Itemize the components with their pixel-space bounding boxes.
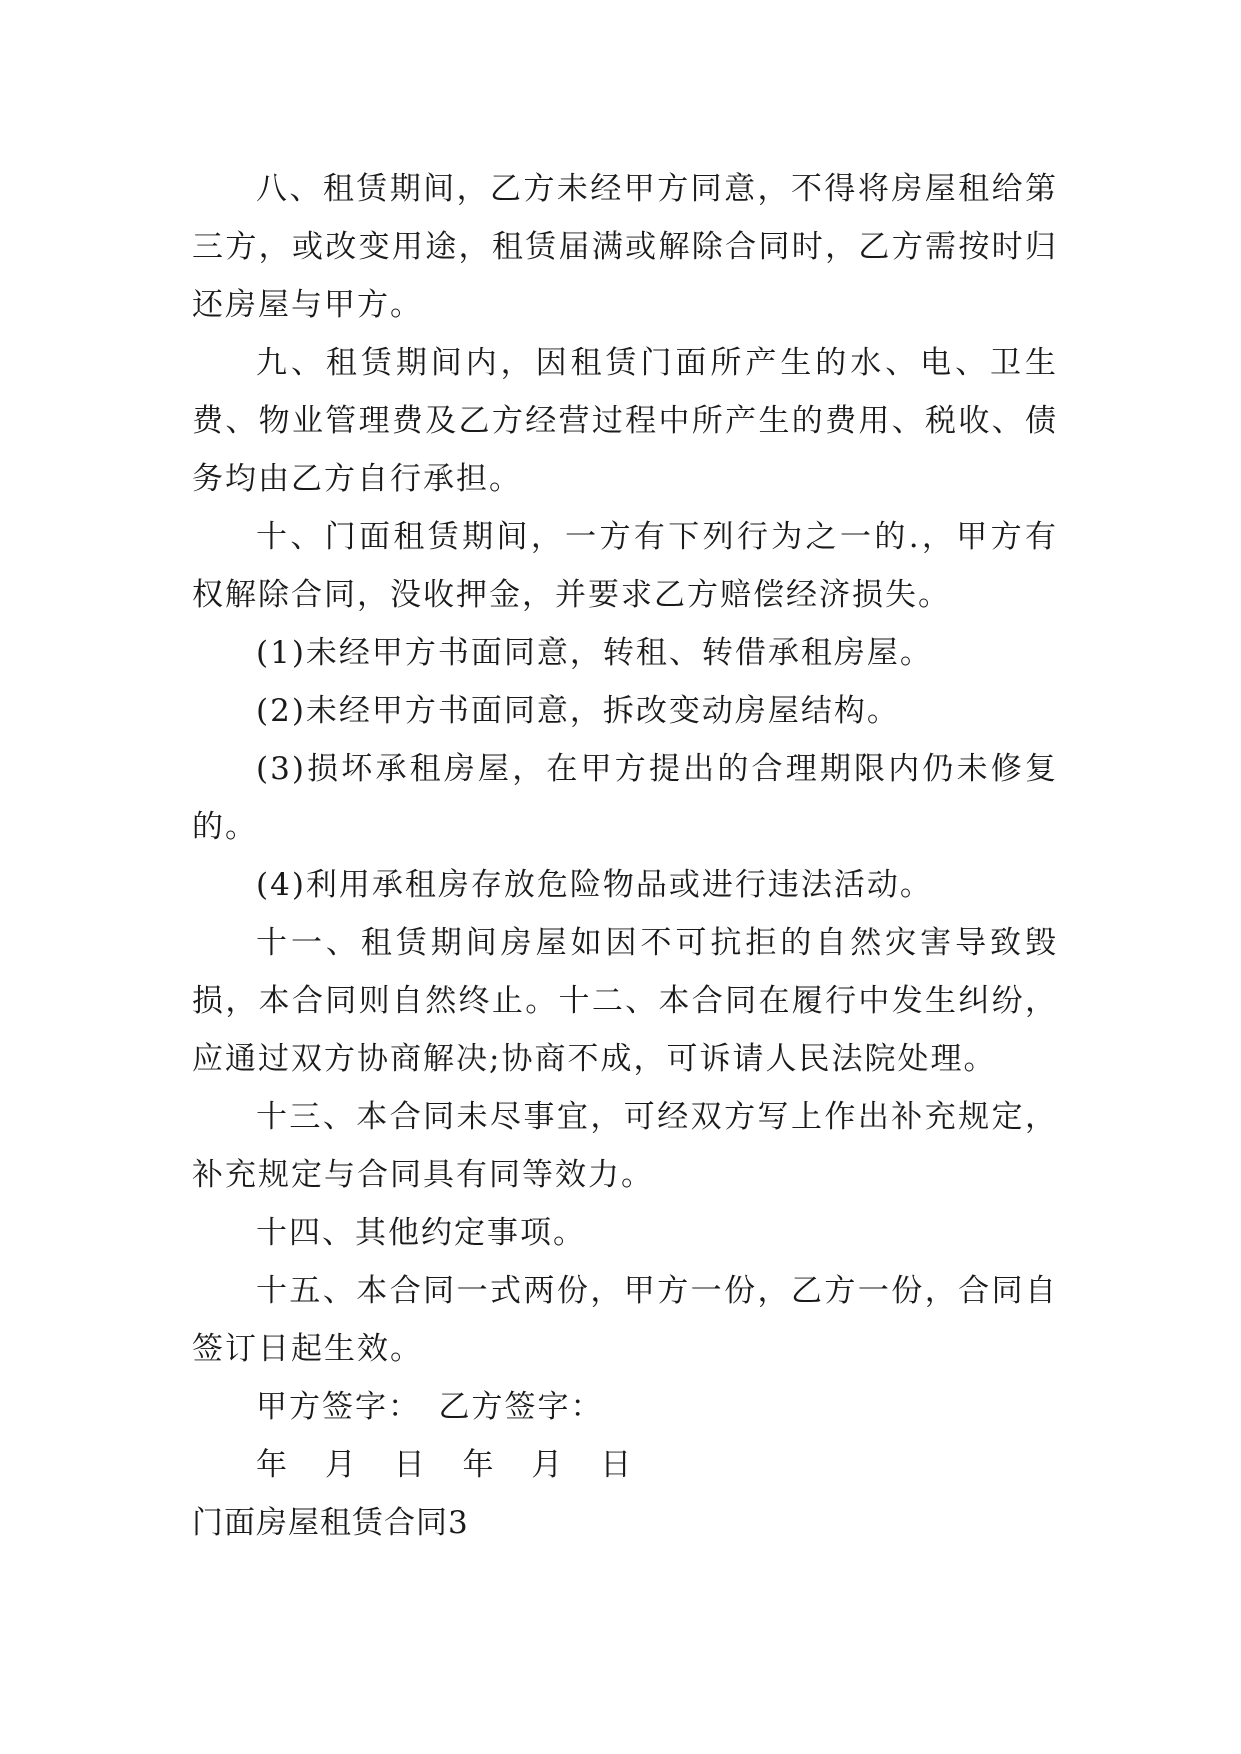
signature-line: 甲方签字： 乙方签字： <box>256 1389 604 1425</box>
clause-10: 十、门面租赁期间，一方有下列行为之一的.，甲方有权解除合同，没收押金，并要求乙方赔偿经济损失。 <box>192 519 1058 613</box>
next-contract-title: 门面房屋租赁合同3 <box>192 1505 469 1541</box>
clause-9: 九、租赁期间内，因租赁门面所产生的水、电、卫生费、物业管理费及乙方经营过程中所产生的费用、税收、债务均由乙方自行承担。 <box>192 345 1058 497</box>
clause-8: 八、租赁期间，乙方未经甲方同意，不得将房屋租给第三方，或改变用途，租赁届满或解除合同时，乙方需按时归还房屋与甲方。 <box>192 171 1058 323</box>
contract-body <box>192 160 1058 1552</box>
clause-10-item-1: (1)未经甲方书面同意，转租、转借承租房屋。 <box>256 635 933 671</box>
clause-14: 十四、其他约定事项。 <box>256 1215 586 1251</box>
clause-11-12: 十一、租赁期间房屋如因不可抗拒的自然灾害导致毁损，本合同则自然终止。十二、本合同在履行中发生纠纷，应通过双方协商解决;协商不成，可诉请人民法院处理。 <box>192 925 1058 1077</box>
clause-13: 十三、本合同未尽事宜，可经双方写上作出补充规定，补充规定与合同具有同等效力。 <box>192 1099 1058 1193</box>
date-line: 年 月 日 年 月 日 <box>256 1447 646 1483</box>
clause-10-item-3: (3)损坏承租房屋，在甲方提出的合理期限内仍未修复的。 <box>192 751 1058 845</box>
clause-10-item-2: (2)未经甲方书面同意，拆改变动房屋结构。 <box>256 693 900 729</box>
clause-15: 十五、本合同一式两份，甲方一份，乙方一份，合同自签订日起生效。 <box>192 1273 1058 1367</box>
clause-10-item-4: (4)利用承租房存放危险物品或进行违法活动。 <box>256 867 933 903</box>
